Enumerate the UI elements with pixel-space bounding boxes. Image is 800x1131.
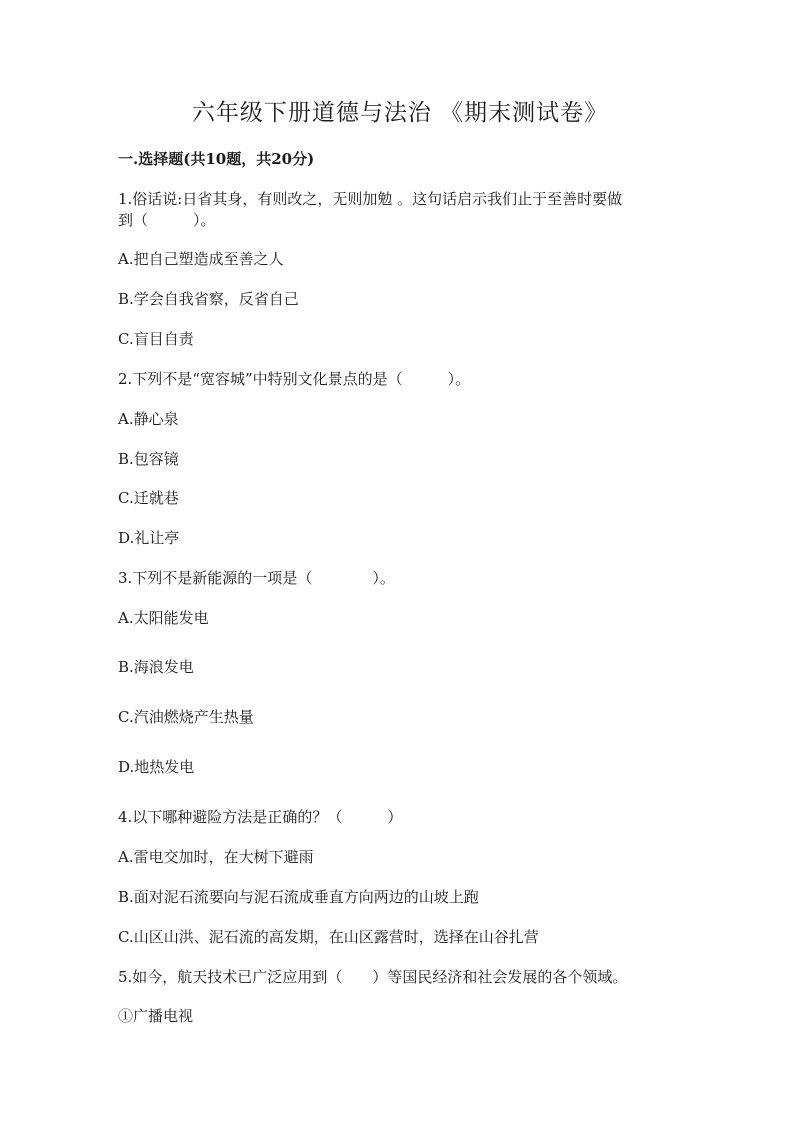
page-title: 六年级下册道德与法治 《期末测试卷》 [191, 100, 609, 126]
question-2-option-d: D.礼让亭 [118, 529, 180, 547]
question-5-item-1: ①广播电视 [118, 1007, 194, 1025]
question-4-option-b: B.面对泥石流要向与泥石流成垂直方向两边的山坡上跑 [118, 888, 479, 906]
question-4-option-c: C.山区山洪、泥石流的高发期，在山区露营时，选择在山谷扎营 [118, 928, 539, 946]
question-1-option-c: C.盲目自责 [118, 330, 194, 348]
question-4-stem: 4.以下哪种避险方法是正确的？（ ） [118, 808, 403, 826]
question-2-option-b: B.包容镜 [118, 450, 179, 468]
question-4-option-a: A.雷电交加时，在大树下避雨 [118, 848, 314, 866]
section-heading: 一.选择题(共10题，共20分) [118, 150, 315, 168]
question-1-option-a: A.把自己塑造成至善之人 [118, 250, 284, 268]
question-2-option-c: C.迁就巷 [118, 489, 179, 507]
question-5-stem: 5.如今，航天技术已广泛应用到（ ）等国民经济和社会发展的各个领域。 [118, 968, 628, 986]
question-2-stem: 2.下列不是“宽容城”中特别文化景点的是（ ）。 [118, 370, 471, 388]
question-1-stem-line-1: 1.俗话说:日省其身，有则改之，无则加勉 。这句话启示我们止于至善时要做 [118, 190, 623, 208]
question-1-option-b: B.学会自我省察，反省自己 [118, 290, 299, 308]
question-1-stem-line-2: 到（ ）。 [118, 211, 216, 229]
question-3-option-b: B.海浪发电 [118, 658, 194, 676]
question-3-option-c: C.汽油燃烧产生热量 [118, 708, 254, 726]
question-3-option-a: A.太阳能发电 [118, 609, 209, 627]
question-2-option-a: A.静心泉 [118, 410, 179, 428]
question-3-option-d: D.地热发电 [118, 758, 195, 776]
question-3-stem: 3.下列不是新能源的一项是（ ）。 [118, 569, 395, 587]
